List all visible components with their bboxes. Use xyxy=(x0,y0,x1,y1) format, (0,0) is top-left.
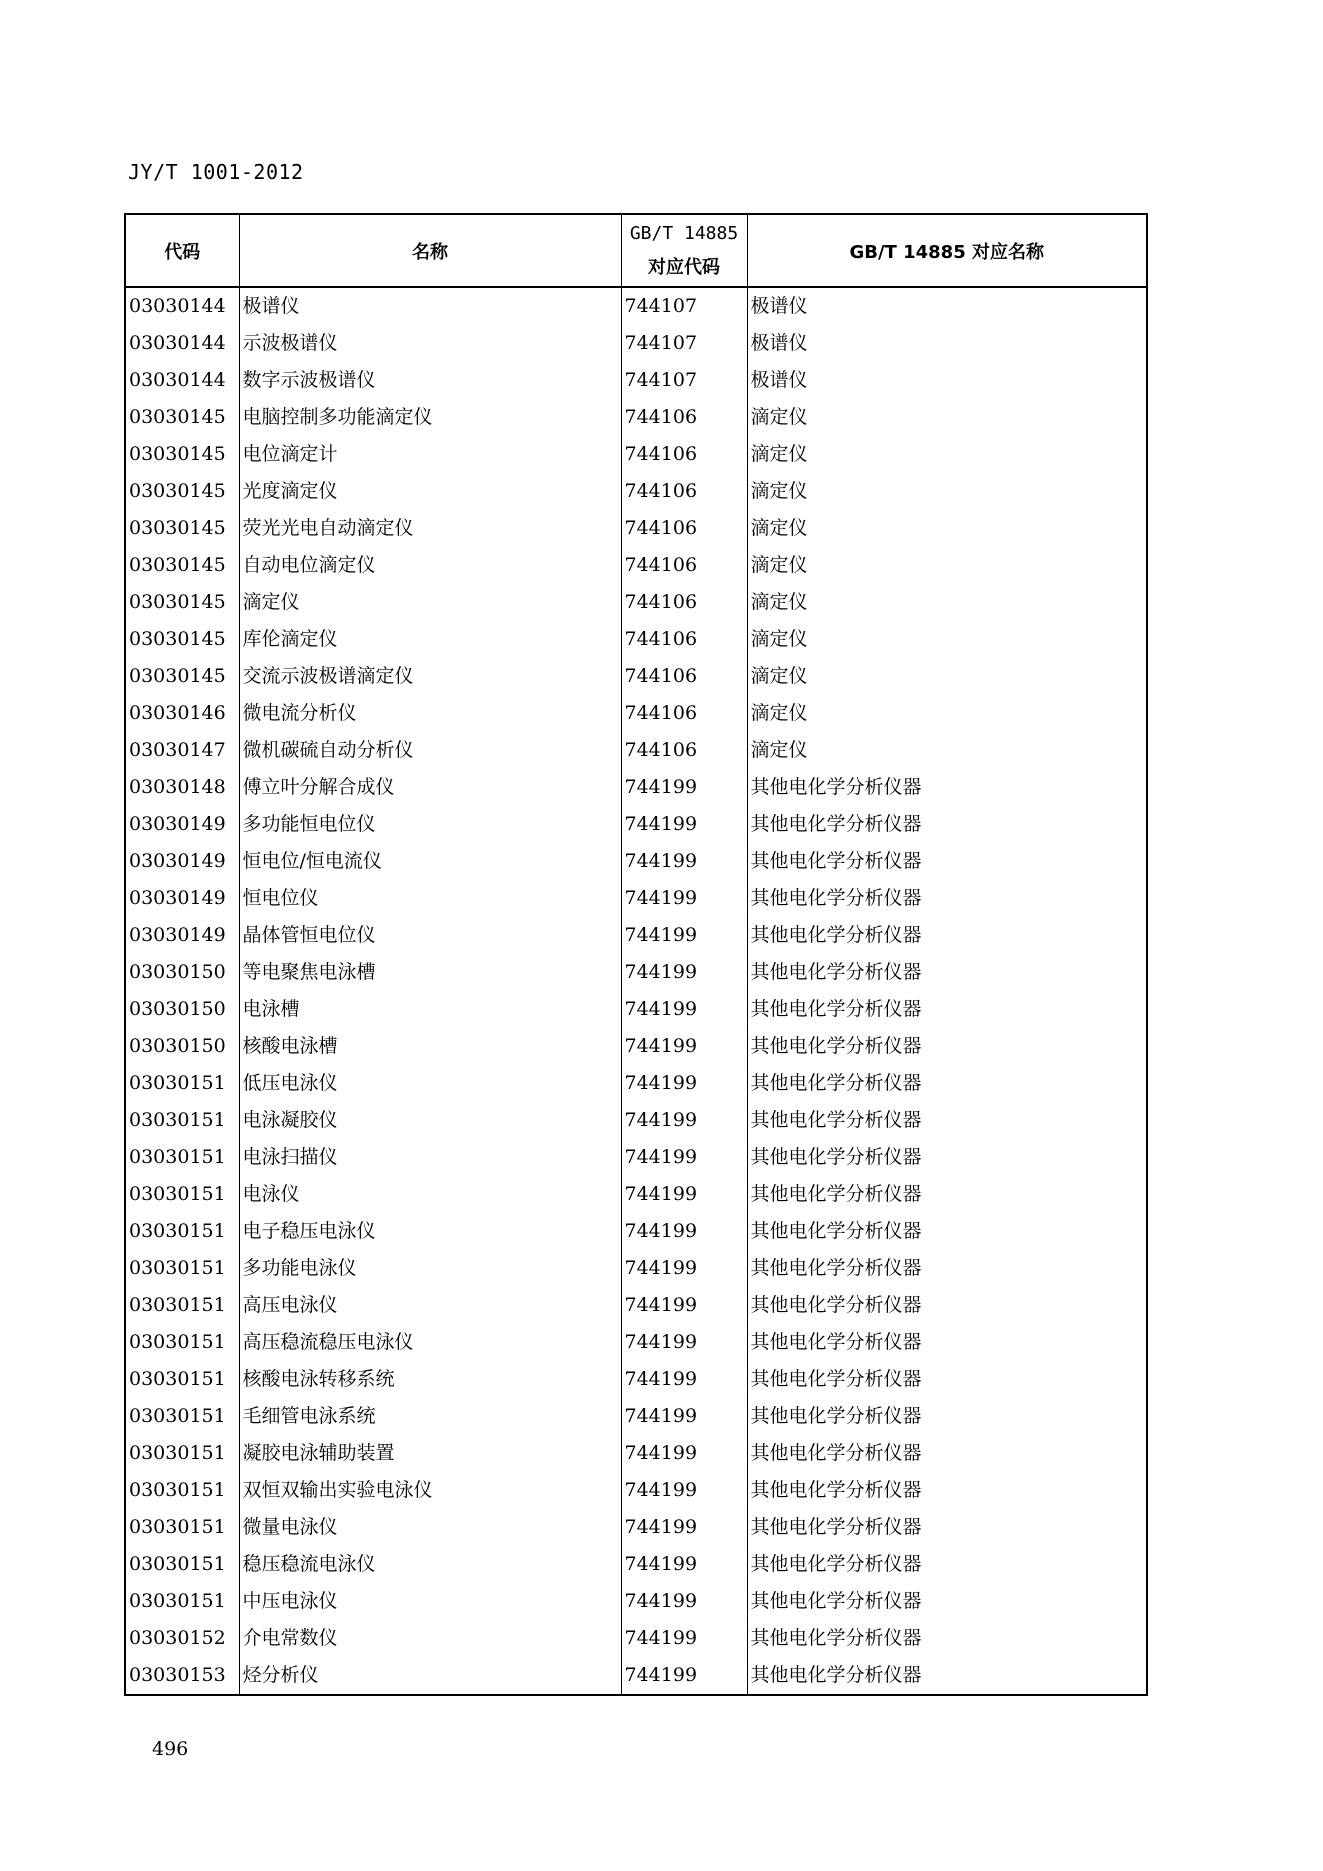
cell-name: 核酸电泳转移系统 xyxy=(239,1361,621,1398)
table-row xyxy=(125,769,1147,806)
cell-gb-name: 极谱仪 xyxy=(747,325,1147,362)
table-row xyxy=(125,732,1147,769)
cell-gb-name: 其他电化学分析仪器 xyxy=(747,954,1147,991)
cell-gb-code: 744199 xyxy=(621,1102,747,1139)
cell-gb-code: 744199 xyxy=(621,769,747,806)
cell-gb-name: 其他电化学分析仪器 xyxy=(747,806,1147,843)
cell-gb-name: 滴定仪 xyxy=(747,695,1147,732)
column-header-code: 代码 xyxy=(125,214,239,287)
table-row xyxy=(125,436,1147,473)
page-number: 496 xyxy=(152,1738,189,1760)
cell-gb-code: 744199 xyxy=(621,1065,747,1102)
cell-name: 电脑控制多功能滴定仪 xyxy=(239,399,621,436)
cell-name: 凝胶电泳辅助装置 xyxy=(239,1435,621,1472)
cell-gb-code: 744106 xyxy=(621,658,747,695)
cell-gb-code: 744106 xyxy=(621,584,747,621)
cell-gb-name: 其他电化学分析仪器 xyxy=(747,1324,1147,1361)
cell-gb-code: 744199 xyxy=(621,1472,747,1509)
table-row xyxy=(125,325,1147,362)
cell-code: 03030150 xyxy=(125,991,239,1028)
cell-code: 03030151 xyxy=(125,1472,239,1509)
table-row xyxy=(125,547,1147,584)
cell-gb-code: 744199 xyxy=(621,917,747,954)
cell-code: 03030151 xyxy=(125,1176,239,1213)
cell-gb-name: 滴定仪 xyxy=(747,621,1147,658)
cell-gb-code: 744199 xyxy=(621,1287,747,1324)
cell-name: 傅立叶分解合成仪 xyxy=(239,769,621,806)
table-row xyxy=(125,1398,1147,1435)
cell-code: 03030151 xyxy=(125,1435,239,1472)
cell-gb-code: 744107 xyxy=(621,325,747,362)
cell-code: 03030149 xyxy=(125,843,239,880)
cell-code: 03030151 xyxy=(125,1509,239,1546)
column-header-gb-code-line2: 对应代码 xyxy=(648,256,720,278)
cell-gb-code: 744199 xyxy=(621,1509,747,1546)
cell-gb-name: 滴定仪 xyxy=(747,584,1147,621)
cell-code: 03030151 xyxy=(125,1361,239,1398)
cell-code: 03030149 xyxy=(125,806,239,843)
cell-gb-name: 其他电化学分析仪器 xyxy=(747,843,1147,880)
cell-name: 高压稳流稳压电泳仪 xyxy=(239,1324,621,1361)
table-row xyxy=(125,1657,1147,1695)
cell-gb-code: 744106 xyxy=(621,510,747,547)
cell-name: 电子稳压电泳仪 xyxy=(239,1213,621,1250)
cell-name: 晶体管恒电位仪 xyxy=(239,917,621,954)
table-header-row xyxy=(125,214,1147,287)
cell-code: 03030146 xyxy=(125,695,239,732)
cell-gb-name: 滴定仪 xyxy=(747,732,1147,769)
table-row xyxy=(125,1102,1147,1139)
table-row xyxy=(125,1546,1147,1583)
cell-gb-name: 极谱仪 xyxy=(747,362,1147,399)
cell-gb-name: 其他电化学分析仪器 xyxy=(747,1657,1147,1695)
cell-gb-code: 744199 xyxy=(621,1361,747,1398)
cell-name: 低压电泳仪 xyxy=(239,1065,621,1102)
cell-name: 极谱仪 xyxy=(239,287,621,325)
cell-code: 03030151 xyxy=(125,1546,239,1583)
table-row xyxy=(125,621,1147,658)
table-row xyxy=(125,1139,1147,1176)
table-row xyxy=(125,1324,1147,1361)
table-row xyxy=(125,1361,1147,1398)
cell-code: 03030151 xyxy=(125,1139,239,1176)
cell-code: 03030151 xyxy=(125,1102,239,1139)
table-row xyxy=(125,1213,1147,1250)
table-row xyxy=(125,584,1147,621)
cell-code: 03030145 xyxy=(125,547,239,584)
table-row xyxy=(125,362,1147,399)
cell-gb-code: 744106 xyxy=(621,436,747,473)
cell-name: 多功能电泳仪 xyxy=(239,1250,621,1287)
table-row xyxy=(125,1250,1147,1287)
table-row xyxy=(125,1620,1147,1657)
column-header-gb-name: GB/T 14885 对应名称 xyxy=(747,214,1147,287)
cell-gb-code: 744199 xyxy=(621,1213,747,1250)
cell-name: 自动电位滴定仪 xyxy=(239,547,621,584)
cell-code: 03030149 xyxy=(125,917,239,954)
cell-name: 电泳槽 xyxy=(239,991,621,1028)
cell-gb-code: 744107 xyxy=(621,287,747,325)
cell-gb-name: 滴定仪 xyxy=(747,547,1147,584)
cell-code: 03030145 xyxy=(125,399,239,436)
cell-code: 03030144 xyxy=(125,362,239,399)
cell-name: 微机碳硫自动分析仪 xyxy=(239,732,621,769)
table-row xyxy=(125,510,1147,547)
cell-name: 双恒双输出实验电泳仪 xyxy=(239,1472,621,1509)
cell-gb-code: 744106 xyxy=(621,547,747,584)
table-row xyxy=(125,1435,1147,1472)
cell-gb-name: 滴定仪 xyxy=(747,658,1147,695)
cell-gb-name: 其他电化学分析仪器 xyxy=(747,1028,1147,1065)
cell-gb-code: 744106 xyxy=(621,732,747,769)
cell-code: 03030150 xyxy=(125,1028,239,1065)
table-row xyxy=(125,399,1147,436)
table-header xyxy=(125,214,1147,287)
table-row xyxy=(125,1583,1147,1620)
cell-gb-name: 滴定仪 xyxy=(747,510,1147,547)
cell-name: 微量电泳仪 xyxy=(239,1509,621,1546)
cell-gb-name: 其他电化学分析仪器 xyxy=(747,1065,1147,1102)
column-header-gb-code-line1: GB/T 14885 xyxy=(629,222,739,244)
cell-code: 03030151 xyxy=(125,1287,239,1324)
cell-gb-code: 744199 xyxy=(621,1176,747,1213)
cell-gb-name: 其他电化学分析仪器 xyxy=(747,917,1147,954)
cell-gb-code: 744199 xyxy=(621,880,747,917)
cell-code: 03030153 xyxy=(125,1657,239,1695)
cell-code: 03030145 xyxy=(125,621,239,658)
cell-gb-code: 744199 xyxy=(621,954,747,991)
table-row xyxy=(125,1176,1147,1213)
cell-name: 稳压稳流电泳仪 xyxy=(239,1546,621,1583)
cell-gb-code: 744107 xyxy=(621,362,747,399)
table-row xyxy=(125,695,1147,732)
cell-name: 多功能恒电位仪 xyxy=(239,806,621,843)
table-row xyxy=(125,473,1147,510)
document-header: JY/T 1001-2012 xyxy=(128,160,304,184)
cell-gb-code: 744199 xyxy=(621,1546,747,1583)
table-row xyxy=(125,954,1147,991)
equipment-code-table xyxy=(124,213,1148,1696)
cell-gb-name: 滴定仪 xyxy=(747,399,1147,436)
cell-gb-code: 744199 xyxy=(621,991,747,1028)
cell-code: 03030151 xyxy=(125,1065,239,1102)
table-row xyxy=(125,1287,1147,1324)
cell-code: 03030151 xyxy=(125,1250,239,1287)
cell-name: 库伦滴定仪 xyxy=(239,621,621,658)
table-row xyxy=(125,880,1147,917)
cell-code: 03030145 xyxy=(125,473,239,510)
table-row xyxy=(125,658,1147,695)
cell-name: 交流示波极谱滴定仪 xyxy=(239,658,621,695)
cell-name: 介电常数仪 xyxy=(239,1620,621,1657)
cell-name: 电泳凝胶仪 xyxy=(239,1102,621,1139)
cell-gb-code: 744199 xyxy=(621,1139,747,1176)
cell-name: 光度滴定仪 xyxy=(239,473,621,510)
cell-name: 数字示波极谱仪 xyxy=(239,362,621,399)
cell-name: 等电聚焦电泳槽 xyxy=(239,954,621,991)
cell-gb-name: 其他电化学分析仪器 xyxy=(747,1472,1147,1509)
cell-name: 高压电泳仪 xyxy=(239,1287,621,1324)
cell-gb-code: 744106 xyxy=(621,399,747,436)
cell-name: 电泳扫描仪 xyxy=(239,1139,621,1176)
cell-code: 03030151 xyxy=(125,1398,239,1435)
column-header-gb-code xyxy=(621,214,747,287)
table-row xyxy=(125,1472,1147,1509)
cell-name: 烃分析仪 xyxy=(239,1657,621,1695)
cell-gb-code: 744199 xyxy=(621,1620,747,1657)
cell-code: 03030145 xyxy=(125,436,239,473)
cell-gb-code: 744199 xyxy=(621,1583,747,1620)
cell-code: 03030150 xyxy=(125,954,239,991)
table-row xyxy=(125,806,1147,843)
cell-gb-name: 其他电化学分析仪器 xyxy=(747,1509,1147,1546)
table-row xyxy=(125,917,1147,954)
cell-name: 电位滴定计 xyxy=(239,436,621,473)
cell-gb-name: 滴定仪 xyxy=(747,436,1147,473)
cell-code: 03030144 xyxy=(125,325,239,362)
cell-gb-code: 744199 xyxy=(621,1398,747,1435)
cell-code: 03030151 xyxy=(125,1213,239,1250)
cell-code: 03030145 xyxy=(125,584,239,621)
cell-name: 核酸电泳槽 xyxy=(239,1028,621,1065)
cell-name: 滴定仪 xyxy=(239,584,621,621)
cell-code: 03030151 xyxy=(125,1583,239,1620)
table-row xyxy=(125,287,1147,325)
cell-code: 03030145 xyxy=(125,510,239,547)
cell-name: 中压电泳仪 xyxy=(239,1583,621,1620)
cell-gb-name: 其他电化学分析仪器 xyxy=(747,991,1147,1028)
table-row xyxy=(125,1509,1147,1546)
cell-code: 03030147 xyxy=(125,732,239,769)
cell-code: 03030149 xyxy=(125,880,239,917)
table-body xyxy=(125,287,1147,1695)
cell-gb-name: 其他电化学分析仪器 xyxy=(747,1546,1147,1583)
cell-gb-name: 其他电化学分析仪器 xyxy=(747,1287,1147,1324)
cell-gb-name: 其他电化学分析仪器 xyxy=(747,880,1147,917)
cell-gb-name: 其他电化学分析仪器 xyxy=(747,1213,1147,1250)
cell-gb-code: 744199 xyxy=(621,806,747,843)
cell-name: 毛细管电泳系统 xyxy=(239,1398,621,1435)
table-row xyxy=(125,991,1147,1028)
cell-gb-name: 其他电化学分析仪器 xyxy=(747,1139,1147,1176)
cell-gb-code: 744106 xyxy=(621,473,747,510)
cell-code: 03030148 xyxy=(125,769,239,806)
cell-gb-code: 744199 xyxy=(621,1028,747,1065)
cell-name: 示波极谱仪 xyxy=(239,325,621,362)
cell-gb-name: 极谱仪 xyxy=(747,287,1147,325)
table-row xyxy=(125,1065,1147,1102)
cell-gb-code: 744199 xyxy=(621,843,747,880)
cell-gb-name: 滴定仪 xyxy=(747,473,1147,510)
cell-code: 03030144 xyxy=(125,287,239,325)
cell-gb-name: 其他电化学分析仪器 xyxy=(747,1361,1147,1398)
cell-name: 恒电位仪 xyxy=(239,880,621,917)
table-row xyxy=(125,1028,1147,1065)
cell-gb-name: 其他电化学分析仪器 xyxy=(747,1435,1147,1472)
cell-gb-name: 其他电化学分析仪器 xyxy=(747,1176,1147,1213)
cell-gb-name: 其他电化学分析仪器 xyxy=(747,1620,1147,1657)
cell-gb-name: 其他电化学分析仪器 xyxy=(747,769,1147,806)
cell-gb-code: 744199 xyxy=(621,1435,747,1472)
cell-name: 微电流分析仪 xyxy=(239,695,621,732)
cell-name: 电泳仪 xyxy=(239,1176,621,1213)
cell-gb-name: 其他电化学分析仪器 xyxy=(747,1583,1147,1620)
cell-code: 03030152 xyxy=(125,1620,239,1657)
column-header-name: 名称 xyxy=(239,214,621,287)
cell-code: 03030145 xyxy=(125,658,239,695)
cell-gb-code: 744199 xyxy=(621,1657,747,1695)
cell-gb-code: 744199 xyxy=(621,1250,747,1287)
cell-gb-name: 其他电化学分析仪器 xyxy=(747,1102,1147,1139)
cell-name: 荧光光电自动滴定仪 xyxy=(239,510,621,547)
table-row xyxy=(125,843,1147,880)
cell-gb-code: 744106 xyxy=(621,695,747,732)
cell-gb-code: 744199 xyxy=(621,1324,747,1361)
cell-name: 恒电位/恒电流仪 xyxy=(239,843,621,880)
cell-gb-name: 其他电化学分析仪器 xyxy=(747,1250,1147,1287)
cell-gb-name: 其他电化学分析仪器 xyxy=(747,1398,1147,1435)
cell-code: 03030151 xyxy=(125,1324,239,1361)
cell-gb-code: 744106 xyxy=(621,621,747,658)
